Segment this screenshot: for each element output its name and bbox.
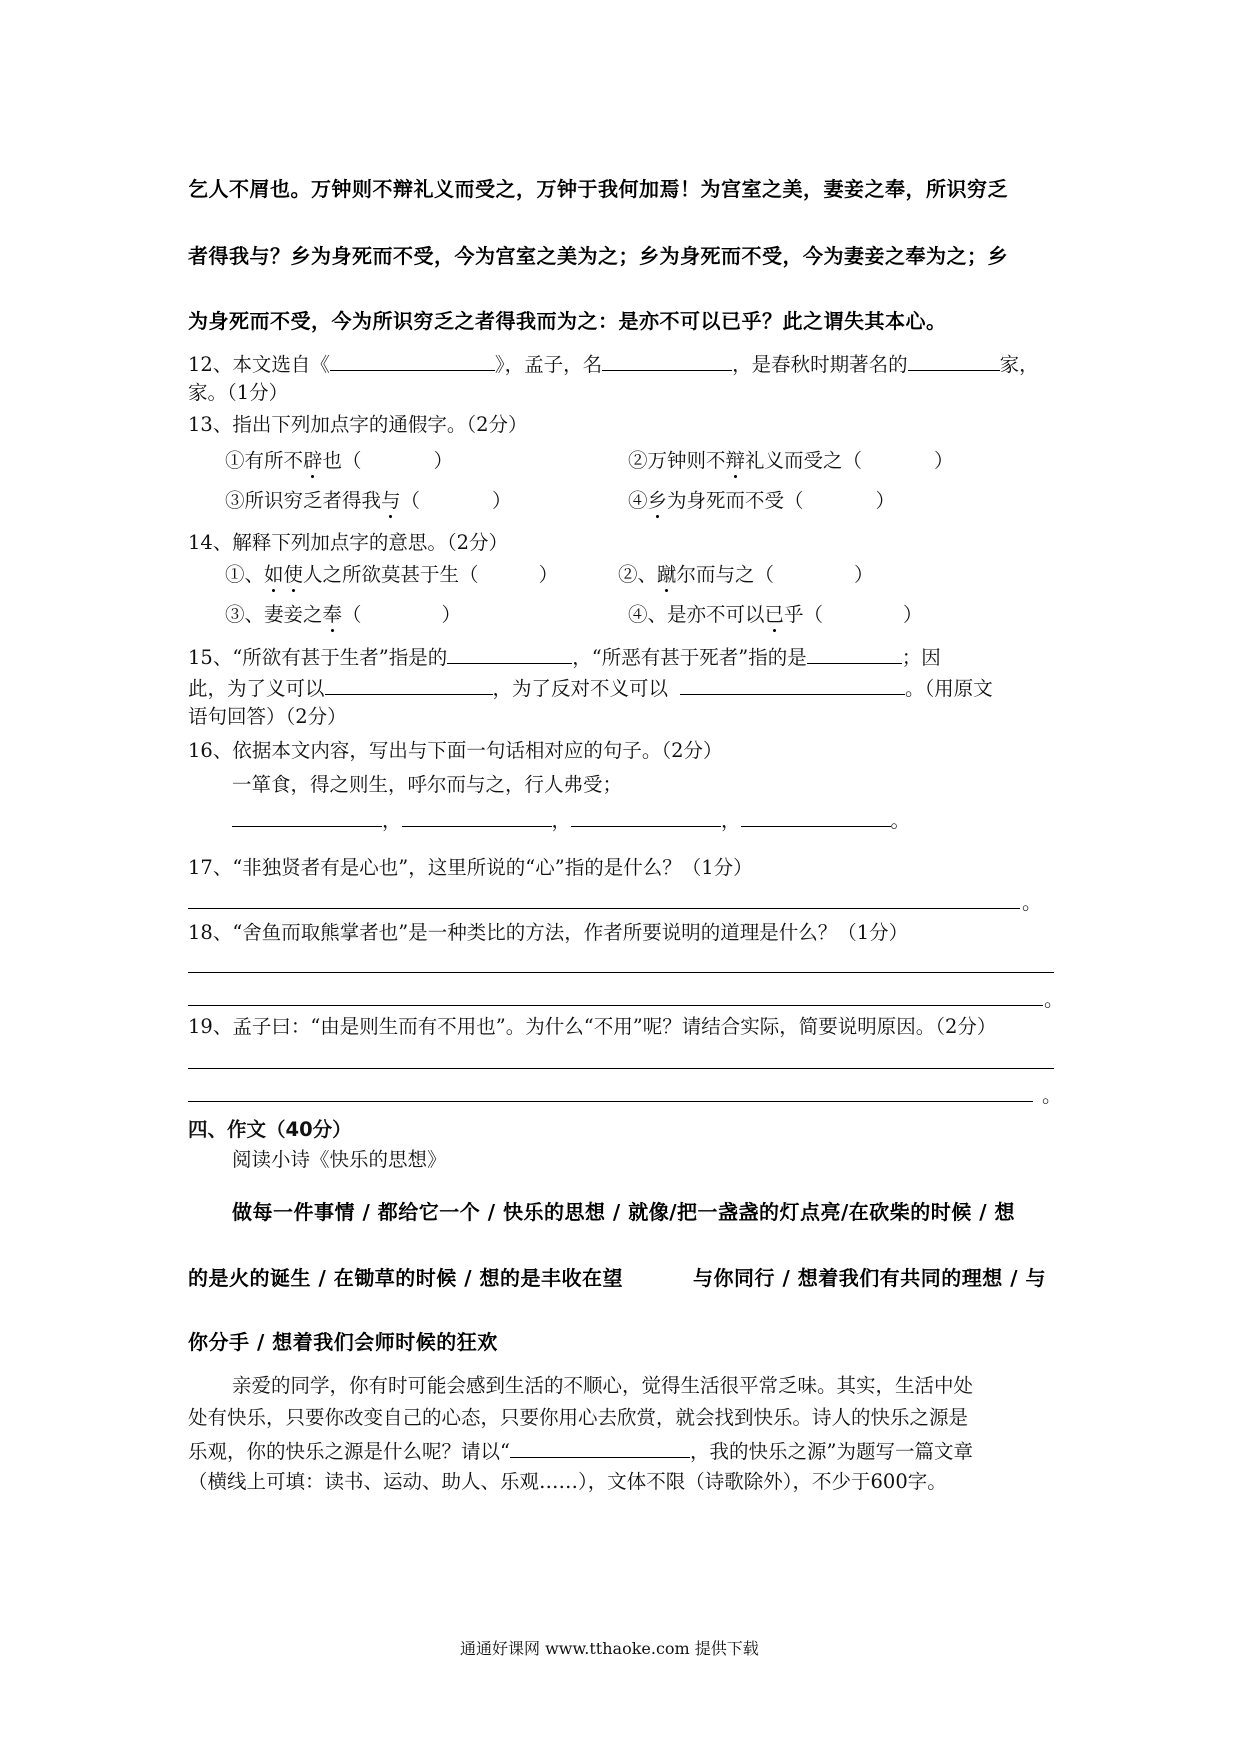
q16-blank-2 (402, 806, 552, 827)
question-15-line-2: 此，为了义可以 ，为了反对不义可以 。（用原文 (188, 674, 993, 702)
emphasis-dot-char: 使 (283, 563, 304, 586)
q15-blank-2 (807, 643, 902, 664)
poem-line-2a: 的是火的诞生 / 在锄草的时候 / 想的是丰收在望 (188, 1266, 623, 1290)
q13-item-2: ②万钟则不辩礼义而受之（ ） (628, 449, 954, 472)
q18-answer-line-2 (188, 1005, 1043, 1006)
question-15-line-3: 语句回答）（2分） (188, 705, 347, 728)
q16-blank-3 (571, 806, 721, 827)
emphasis-dot-char: 蹴 (657, 563, 677, 586)
q12-line-2: 家。（1分） (188, 381, 289, 404)
q17-end-mark: 。 (1022, 891, 1042, 914)
q14-item-1: ①、如使人之所欲莫甚于生（ ） (225, 563, 559, 586)
q15-blank-1 (447, 643, 572, 664)
emphasis-dot-char: 乡 (647, 489, 668, 512)
emphasis-dot-char: 辟 (303, 449, 323, 472)
q13-item-3: ③所识穷乏者得我与（ ） (225, 489, 512, 512)
emphasis-dot-char: 如 (264, 563, 284, 586)
poem-line-2b: 与你同行 / 想着我们有共同的理想 / 与 (693, 1266, 1046, 1290)
q16-answer-blanks: ， ， ， 。 (232, 806, 910, 834)
q12-text-a: 12、本文选自《 (188, 353, 330, 376)
q16-quote: 一箪食，得之则生，呼尔而与之，行人弗受； (232, 773, 623, 796)
q14-item-4: ④、是亦不可以已乎（ ） (628, 603, 923, 626)
question-17-title: 17、“非独贤者有是心也”，这里所说的“心”指的是什么？（1分） (188, 856, 753, 879)
q18-answer-line-1 (188, 972, 1054, 973)
q12-blank-school (908, 350, 1000, 371)
page-footer: 通通好课网 www.tthaoke.com 提供下载 (460, 1639, 759, 1658)
q16-blank-4 (741, 806, 891, 827)
passage-line-3: 为身死而不受，今为所识穷乏之者得我而为之：是亦不可以已乎？此之谓失其本心。 (188, 309, 947, 333)
q19-end-mark: 。 (1042, 1084, 1062, 1107)
passage-line-1: 乞人不屑也。万钟则不辩礼义而受之，万钟于我何加焉！为宫室之美，妻妾之奉，所识穷乏 (188, 177, 1008, 201)
question-16-title: 16、依据本文内容，写出与下面一句话相对应的句子。（2分） (188, 739, 723, 762)
q14-item-2: ②、蹴尔而与之（ ） (618, 563, 874, 586)
q17-answer-line (188, 908, 1020, 909)
q12-text-d: 家， (999, 353, 1039, 376)
q13-item-4: ④乡为身死而不受（ ） (628, 489, 896, 512)
section-4-intro: 阅读小诗《快乐的思想》 (232, 1148, 447, 1171)
q12-blank-name (602, 350, 732, 371)
question-18-title: 18、“舍鱼而取熊掌者也”是一种类比的方法，作者所要说明的道理是什么？（1分） (188, 921, 909, 944)
question-13-title: 13、指出下列加点字的通假字。（2分） (188, 413, 528, 436)
essay-prompt-line-2: 处有快乐，只要你改变自己的心态，只要你用心去欣赏，就会找到快乐。诗人的快乐之源是 (188, 1406, 969, 1429)
question-12 (188, 350, 1039, 378)
section-4-heading: 四、作文（40分） (188, 1118, 352, 1141)
poem-line-3: 你分手 / 想着我们会师时候的狂欢 (188, 1330, 498, 1354)
q15-blank-4 (680, 674, 905, 695)
poem-line-1: 做每一件事情 / 都给它一个 / 快乐的思想 / 就像/把一盏盏的灯点亮/在砍柴的时候 / 想 (232, 1200, 1016, 1224)
question-14-title: 14、解释下列加点字的意思。（2分） (188, 531, 508, 554)
q13-item-1: ①有所不辟也（ ） (225, 449, 454, 472)
q16-blank-1 (232, 806, 382, 827)
q12-blank-book (330, 350, 495, 371)
q18-end-mark: 。 (1044, 988, 1064, 1011)
emphasis-dot-char: 已 (764, 603, 785, 626)
emphasis-dot-char: 与 (381, 489, 401, 512)
emphasis-dot-char: 辩 (725, 449, 746, 472)
question-19-title: 19、孟子曰：“由是则生而有不用也”。为什么“不用”呢？请结合实际，简要说明原因。（2分） (188, 1015, 997, 1038)
q12-text-b: 》，孟子，名 (494, 353, 603, 376)
q14-item-3: ③、妻妾之奉（ ） (225, 603, 462, 626)
essay-prompt-line-4: （横线上可填：读书、运动、助人、乐观……），文体不限（诗歌除外），不少于600字。 (188, 1470, 947, 1493)
essay-prompt-line-3: 乐观，你的快乐之源是什么呢？请以“ ，我的快乐之源”为题写一篇文章 (188, 1437, 973, 1465)
q12-text-c: ，是春秋时期著名的 (732, 353, 908, 376)
essay-title-blank (510, 1437, 690, 1458)
emphasis-dot-char: 奉 (322, 603, 343, 626)
passage-line-2: 者得我与？乡为身死而不受，今为宫室之美为之；乡为身死而不受，今为妻妾之奉为之；乡 (188, 244, 1008, 268)
q15-blank-3 (325, 674, 493, 695)
q19-answer-line-2 (188, 1101, 1033, 1102)
question-15-line-1: 15、“所欲有甚于生者”指是的 ，“所恶有甚于死者”指的是 ；因 (188, 643, 941, 671)
q19-answer-line-1 (188, 1068, 1054, 1069)
essay-prompt-line-1: 亲爱的同学，你有时可能会感到生活的不顺心，觉得生活很平常乏味。其实，生活中处 (232, 1374, 974, 1397)
